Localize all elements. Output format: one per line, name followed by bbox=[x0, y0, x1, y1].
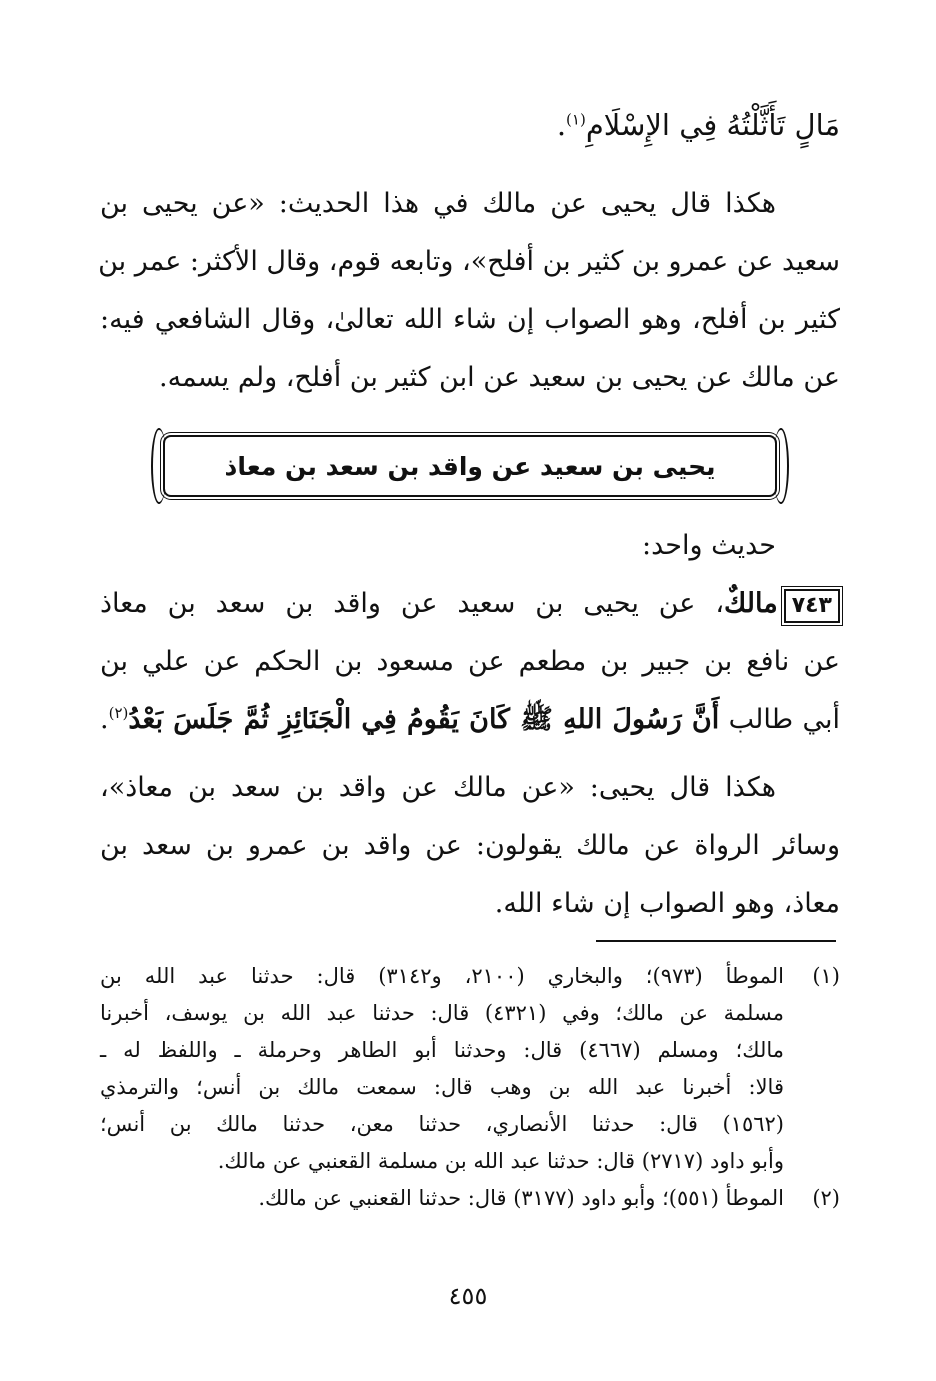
hadith-line-1-rest: ، عن يحيى بن سعيد عن واقد بن سعد بن معاذ bbox=[100, 588, 725, 619]
hadith-line-3 bbox=[100, 691, 840, 749]
footnote-line: قالا: أخبرنا عبد الله بن وهب قال: سمعت مالك بن أنس؛ والترمذي bbox=[100, 1075, 784, 1099]
hadith-narrator: مالكٌ bbox=[724, 588, 778, 619]
footnote-line: الموطأ (٩٧٣)؛ والبخاري (٢١٠٠، و٣١٤٢) قال: حدثنا عبد الله بن bbox=[100, 964, 784, 988]
footnote-2 bbox=[100, 1180, 840, 1217]
hadith-line-1 bbox=[100, 575, 840, 633]
footnote-ref-1[interactable]: (١) bbox=[566, 110, 586, 129]
hadith-end: . bbox=[100, 704, 109, 735]
paragraph-1-line: سعيد عن عمرو بن كثير بن أفلح»، وتابعه قوم، وقال الأكثر: عمر بن bbox=[98, 246, 840, 277]
opening-line bbox=[100, 95, 840, 155]
page-number: ٤٥٥ bbox=[448, 1282, 488, 1310]
paragraph-1-line: عن مالك عن يحيى بن سعيد عن ابن كثير بن أفلح، ولم يسمه. bbox=[159, 362, 840, 393]
hadith-block bbox=[100, 575, 840, 749]
footnote-line: الموطأ (٥٥١)؛ وأبو داود (٣١٧٧) قال: حدثنا القعنبي عن مالك. bbox=[258, 1186, 784, 1210]
footnote-line: وأبو داود (٢٧١٧) قال: حدثنا عبد الله بن مسلمة القعنبي عن مالك. bbox=[217, 1149, 784, 1173]
footnote-line: مسلمة عن مالك؛ وفي (٤٣٢١) قال: حدثنا عبد الله بن يوسف، أخبرنا bbox=[100, 1001, 784, 1025]
footnote-number: (٢) bbox=[812, 1186, 840, 1210]
footnote-line: مالك؛ ومسلم (٤٦٦٧) قال: وحدثنا أبو الطاهر وحرملة ـ واللفظ له ـ bbox=[100, 1038, 785, 1062]
paragraph-1-line: كثير بن أفلح، وهو الصواب إن شاء الله تعالىٰ، وقال الشافعي فيه: bbox=[100, 304, 840, 335]
opening-line-text: مَالٍ تَأَثَّلْتُهُ فِي الإِسْلَامِ bbox=[585, 108, 840, 142]
paragraph-2 bbox=[100, 759, 840, 933]
footnote-ref-2[interactable]: (٢) bbox=[108, 704, 129, 722]
paragraph-2-line: هكذا قال يحيى: «عن مالك عن واقد بن سعد بن معاذ»، bbox=[100, 772, 776, 803]
footnote-line: (١٥٦٢) قال: حدثنا الأنصاري، حدثنا معن، حدثنا مالك بن أنس؛ bbox=[100, 1112, 784, 1136]
hadith-matn: أَنَّ رَسُولَ اللهِ ﷺ كَانَ يَقُومُ فِي الْجَنَائِزِ ثُمَّ جَلَسَ بَعْدُ bbox=[128, 704, 720, 735]
section-heading-frame bbox=[100, 435, 840, 497]
hadith-line-3-intro: أبي طالب bbox=[728, 704, 840, 735]
footnote-number: (١) bbox=[812, 964, 840, 988]
paragraph-2-line: معاذ، وهو الصواب إن شاء الله. bbox=[494, 888, 840, 919]
footnote-separator bbox=[596, 940, 836, 942]
opening-line-end: . bbox=[556, 108, 567, 142]
footnotes bbox=[100, 958, 840, 1217]
hadith-number-badge: ٧٤٣ bbox=[784, 589, 840, 623]
paragraph-1 bbox=[100, 175, 840, 407]
hadith-count-label: حديث واحد: bbox=[642, 530, 776, 561]
hadith-line-2: عن نافع بن جبير بن مطعم عن مسعود بن الحكم عن علي بن bbox=[100, 646, 840, 677]
footnote-1 bbox=[100, 958, 840, 1180]
section-heading: يحيى بن سعيد عن واقد بن سعد بن معاذ bbox=[224, 451, 716, 481]
paragraph-1-line: هكذا قال يحيى عن مالك في هذا الحديث: «عن يحيى بن bbox=[100, 188, 776, 219]
main-text bbox=[100, 95, 840, 941]
paragraph-2-line: وسائر الرواة عن مالك يقولون: عن واقد بن عمرو بن سعد بن bbox=[100, 830, 840, 861]
section-heading-box bbox=[163, 435, 777, 497]
